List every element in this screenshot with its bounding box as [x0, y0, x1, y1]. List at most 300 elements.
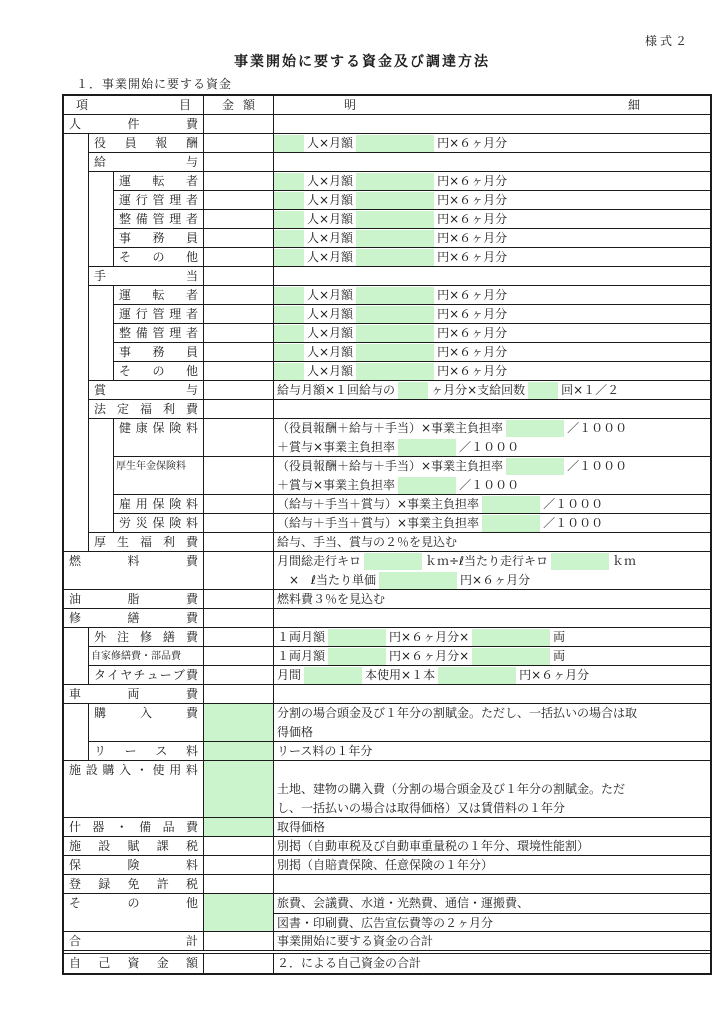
amount-cell	[204, 495, 274, 514]
amount-cell	[204, 628, 274, 647]
detail-text: 円×６ヶ月分	[437, 307, 508, 321]
input-field[interactable]	[482, 496, 540, 513]
item-label: タ イ ヤ チ ュ ー ブ 費	[89, 666, 204, 685]
table-row	[64, 953, 710, 973]
table-row	[64, 704, 710, 742]
amount-cell	[204, 837, 274, 856]
detail-line	[274, 932, 710, 951]
item-label: 労 災 保 険 料	[114, 514, 204, 533]
item-label: 厚 生 福 利 費	[89, 533, 204, 552]
detail-line	[274, 229, 710, 248]
input-field[interactable]	[274, 211, 304, 228]
input-field[interactable]	[356, 287, 434, 304]
detail-text: （役員報酬＋給与＋手当）×事業主負担率	[277, 459, 504, 473]
item-label: 整 備 管 理 者	[114, 324, 204, 343]
detail-line	[274, 894, 710, 913]
amount-cell	[204, 134, 274, 153]
table-row	[64, 267, 710, 286]
detail-text: 取得価格	[277, 820, 326, 834]
amount-cell	[204, 191, 274, 210]
detail-cell	[274, 533, 710, 552]
detail-line	[274, 761, 710, 780]
amount-cell	[204, 875, 274, 894]
section-heading: １．事業開始に要する資金	[76, 77, 233, 91]
table-row	[64, 647, 710, 666]
detail-cell	[274, 818, 710, 837]
detail-cell	[274, 837, 710, 856]
detail-cell	[274, 590, 710, 609]
detail-text: 両	[553, 649, 566, 663]
amount-cell	[204, 419, 274, 457]
detail-line	[274, 799, 710, 818]
indent-spacer	[89, 457, 114, 495]
detail-line	[274, 438, 710, 457]
amount-cell	[204, 324, 274, 343]
detail-cell	[274, 552, 710, 590]
detail-text: ＋賞与×事業主負担率	[277, 478, 396, 492]
item-label: そ の 他	[64, 894, 204, 932]
amount-cell	[204, 457, 274, 495]
detail-cell	[274, 457, 710, 495]
indent-spacer	[64, 514, 89, 533]
amount-cell	[204, 115, 274, 134]
input-field[interactable]	[274, 325, 304, 342]
item-label: 手 当	[89, 267, 204, 286]
input-field[interactable]	[356, 363, 434, 380]
detail-line	[274, 628, 710, 647]
amount-cell	[204, 647, 274, 666]
input-field[interactable]	[472, 629, 550, 646]
detail-line	[274, 780, 710, 799]
indent-spacer	[64, 704, 89, 742]
detail-line	[274, 666, 710, 685]
detail-text: 円×６ヶ月分	[437, 364, 508, 378]
detail-text: ／１０００	[567, 421, 628, 435]
detail-text: 人×月額	[307, 193, 354, 207]
item-label: 事 務 員	[114, 229, 204, 248]
detail-line	[274, 210, 710, 229]
detail-cell	[274, 609, 710, 628]
detail-text: 円×６ヶ月分×	[389, 649, 470, 663]
table-row	[64, 134, 710, 153]
detail-text: 円×６ヶ月分	[437, 136, 508, 150]
table-row	[64, 590, 710, 609]
indent-spacer	[64, 362, 89, 381]
input-field[interactable]	[328, 629, 386, 646]
detail-line	[274, 381, 710, 400]
detail-text: 月間総走行キロ	[277, 554, 362, 568]
detail-line	[274, 913, 710, 932]
detail-cell	[274, 172, 710, 191]
item-label: 厚生年金保険料	[114, 457, 204, 495]
indent-spacer	[64, 210, 89, 229]
amount-cell[interactable]	[204, 818, 274, 837]
detail-line	[274, 305, 710, 324]
item-label: 修 繕 費	[64, 609, 204, 628]
detail-cell	[274, 153, 710, 172]
detail-text: 人×月額	[307, 212, 354, 226]
input-field[interactable]	[274, 135, 304, 152]
indent-spacer	[64, 305, 89, 324]
table-row	[64, 210, 710, 229]
detail-text: ヶ月分×支給回数	[431, 383, 526, 397]
item-label: リ ー ス 料	[89, 742, 204, 761]
amount-cell[interactable]	[204, 704, 274, 742]
table-row	[64, 343, 710, 362]
table-row	[64, 191, 710, 210]
table-row	[64, 761, 710, 818]
detail-line	[274, 571, 710, 590]
indent-spacer	[89, 514, 114, 533]
table-row	[64, 457, 710, 495]
amount-cell[interactable]	[204, 894, 274, 932]
input-field[interactable]	[398, 382, 428, 399]
detail-text: 円×６ヶ月分	[437, 288, 508, 302]
table-row	[64, 172, 710, 191]
input-field[interactable]	[356, 230, 434, 247]
amount-cell	[204, 362, 274, 381]
table-row	[64, 400, 710, 419]
detail-text: ／１０００	[459, 478, 520, 492]
detail-text: 円×６ヶ月分	[437, 250, 508, 264]
table-row	[64, 324, 710, 343]
detail-text: 給与月額×１回給与の	[277, 383, 396, 397]
input-field[interactable]	[438, 667, 516, 684]
indent-spacer	[64, 172, 89, 191]
amount-cell[interactable]	[204, 761, 274, 818]
item-label: 自 己 資 金 額	[64, 954, 204, 973]
table-row	[64, 609, 710, 628]
detail-line	[274, 704, 710, 723]
table-row	[64, 552, 710, 590]
detail-text: 人×月額	[307, 231, 354, 245]
detail-text: ／１０００	[543, 516, 604, 530]
indent-spacer	[89, 229, 114, 248]
indent-spacer	[64, 495, 89, 514]
detail-text: × ℓ当たり単価	[277, 573, 377, 587]
item-label: 賞 与	[89, 381, 204, 400]
input-field[interactable]	[364, 553, 422, 570]
input-field[interactable]	[274, 173, 304, 190]
detail-text: 円×６ヶ月分	[437, 193, 508, 207]
detail-text: 円×６ヶ月分	[437, 231, 508, 245]
table-row	[64, 115, 710, 134]
detail-text: ／１０００	[459, 440, 520, 454]
detail-text: 別掲（自動車税及び自動車重量税の１年分、環境性能割）	[277, 839, 590, 853]
detail-text: 両	[553, 630, 566, 644]
amount-cell	[204, 400, 274, 419]
indent-spacer	[89, 305, 114, 324]
detail-cell	[274, 647, 710, 666]
input-field[interactable]	[398, 477, 456, 494]
detail-line	[274, 856, 710, 875]
indent-spacer	[89, 210, 114, 229]
amount-cell	[204, 514, 274, 533]
item-label: 合 計	[64, 932, 204, 951]
item-label: 給 与	[89, 153, 204, 172]
item-label: 運 行 管 理 者	[114, 305, 204, 324]
detail-line	[274, 419, 710, 438]
detail-line	[274, 818, 710, 837]
item-label: 雇 用 保 険 料	[114, 495, 204, 514]
detail-cell	[274, 514, 710, 533]
input-field[interactable]	[304, 667, 362, 684]
detail-text: 人×月額	[307, 326, 354, 340]
table-row	[64, 495, 710, 514]
detail-line	[274, 286, 710, 305]
detail-cell	[274, 704, 710, 742]
table-row	[64, 628, 710, 647]
detail-cell	[274, 495, 710, 514]
table-row	[64, 419, 710, 457]
detail-text: 人×月額	[307, 136, 354, 150]
table-row	[64, 932, 710, 951]
detail-text: ／１０００	[543, 497, 604, 511]
detail-text: 円×６ヶ月分	[437, 212, 508, 226]
detail-cell	[274, 666, 710, 685]
input-field[interactable]	[472, 648, 550, 665]
detail-text: 人×月額	[307, 174, 354, 188]
item-label: 什 器 ・ 備 品 費	[64, 818, 204, 837]
indent-spacer	[89, 343, 114, 362]
amount-cell	[204, 533, 274, 552]
table-row	[64, 286, 710, 305]
table-row	[64, 381, 710, 400]
indent-spacer	[64, 153, 89, 172]
table-row	[64, 666, 710, 685]
detail-text: リース料の１年分	[277, 744, 373, 758]
table-row	[64, 305, 710, 324]
amount-cell[interactable]	[204, 742, 274, 761]
table-row	[64, 742, 710, 761]
detail-cell	[274, 210, 710, 229]
detail-cell	[274, 324, 710, 343]
detail-cell	[274, 191, 710, 210]
input-field[interactable]	[398, 439, 456, 456]
detail-line	[274, 457, 710, 476]
page-title: 事業開始に要する資金及び調達方法	[234, 54, 490, 70]
amount-cell	[204, 267, 274, 286]
indent-spacer	[64, 324, 89, 343]
input-field[interactable]	[506, 458, 564, 475]
detail-text: 本使用×１本	[365, 668, 436, 682]
item-label: 運 転 者	[114, 172, 204, 191]
detail-line	[274, 742, 710, 761]
detail-text: 事業開始に要する資金の合計	[277, 934, 434, 948]
amount-cell	[204, 932, 274, 951]
indent-spacer	[64, 286, 89, 305]
detail-line	[274, 514, 710, 533]
indent-spacer	[64, 267, 89, 286]
detail-line	[274, 837, 710, 856]
amount-cell	[204, 172, 274, 191]
item-label: 購 入 費	[89, 704, 204, 742]
detail-cell	[274, 229, 710, 248]
amount-cell	[204, 343, 274, 362]
detail-line	[274, 533, 710, 552]
item-label: 燃 料 費	[64, 552, 204, 590]
input-field[interactable]	[356, 173, 434, 190]
input-field[interactable]	[356, 249, 434, 266]
detail-text: 人×月額	[307, 250, 354, 264]
detail-text: 旅費、会議費、水道・光熱費、通信・運搬費、	[277, 896, 530, 910]
detail-cell	[274, 362, 710, 381]
detail-text: 円×６ヶ月分×	[389, 630, 470, 644]
amount-cell	[204, 381, 274, 400]
header-item: 項 目	[64, 96, 204, 115]
detail-cell	[274, 419, 710, 457]
indent-spacer	[64, 742, 89, 761]
detail-text: （給与＋手当＋賞与）×事業主負担率	[277, 516, 480, 530]
detail-cell	[274, 875, 710, 894]
amount-cell	[204, 305, 274, 324]
detail-cell	[274, 115, 710, 134]
detail-cell	[274, 286, 710, 305]
indent-spacer	[64, 533, 89, 552]
detail-text: １両月額	[277, 630, 326, 644]
detail-text: 燃料費３％を見込む	[277, 592, 386, 606]
detail-line	[274, 248, 710, 267]
input-field[interactable]	[274, 306, 304, 323]
input-field[interactable]	[356, 192, 434, 209]
detail-text: 人×月額	[307, 345, 354, 359]
indent-spacer	[64, 666, 89, 685]
indent-spacer	[64, 419, 89, 457]
form-number-label: 様式２	[644, 34, 690, 48]
table-row	[64, 894, 710, 932]
amount-cell	[204, 153, 274, 172]
header-detail: 明 細	[274, 96, 710, 115]
detail-text: し、一括払いの場合は取得価格）又は賃借料の１年分	[277, 801, 566, 815]
item-label: 自家修繕費・部品費	[89, 647, 204, 666]
item-label: 登 録 免 許 税	[64, 875, 204, 894]
amount-cell	[204, 229, 274, 248]
detail-cell	[274, 894, 710, 932]
indent-spacer	[89, 172, 114, 191]
detail-text: ＋賞与×事業主負担率	[277, 440, 396, 454]
amount-cell	[204, 590, 274, 609]
indent-spacer	[89, 362, 114, 381]
detail-cell	[274, 856, 710, 875]
table-row	[64, 837, 710, 856]
indent-spacer	[89, 495, 114, 514]
amount-cell	[204, 248, 274, 267]
detail-cell	[274, 248, 710, 267]
amount-cell	[204, 609, 274, 628]
input-field[interactable]	[274, 344, 304, 361]
item-label: 運 行 管 理 者	[114, 191, 204, 210]
item-label: 事 務 員	[114, 343, 204, 362]
detail-cell	[274, 305, 710, 324]
table-row	[64, 856, 710, 875]
indent-spacer	[64, 381, 89, 400]
item-label: 車 両 費	[64, 685, 204, 704]
item-label: 役 員 報 酬	[89, 134, 204, 153]
detail-cell	[274, 134, 710, 153]
detail-text: 円×６ヶ月分	[519, 668, 590, 682]
input-field[interactable]	[356, 344, 434, 361]
indent-spacer	[64, 191, 89, 210]
input-field[interactable]	[506, 420, 564, 437]
detail-line	[274, 495, 710, 514]
input-field[interactable]	[274, 249, 304, 266]
input-field[interactable]	[356, 211, 434, 228]
funds-table	[62, 94, 712, 975]
table-row	[64, 248, 710, 267]
input-field[interactable]	[528, 382, 558, 399]
item-label: 外 注 修 繕 費	[89, 628, 204, 647]
detail-text: 円×６ヶ月分	[437, 326, 508, 340]
header-amount: 金 額	[204, 96, 274, 115]
detail-text: 給与、手当、賞与の２％を見込む	[277, 535, 458, 549]
detail-text: 円×６ヶ月分	[460, 573, 531, 587]
indent-spacer	[89, 324, 114, 343]
detail-text: （給与＋手当＋賞与）×事業主負担率	[277, 497, 480, 511]
item-label: 法 定 福 利 費	[89, 400, 204, 419]
input-field[interactable]	[356, 306, 434, 323]
detail-text: 土地、建物の購入費（分割の場合頭金及び１年分の割賦金。ただ	[277, 782, 626, 796]
input-field[interactable]	[274, 363, 304, 380]
table-row	[64, 229, 710, 248]
indent-spacer	[64, 248, 89, 267]
detail-text: １両月額	[277, 649, 326, 663]
header-row	[64, 96, 710, 115]
amount-cell	[204, 685, 274, 704]
detail-line	[274, 324, 710, 343]
detail-text: 分割の場合頭金及び１年分の割賦金。ただし、一括払いの場合は取	[277, 706, 638, 720]
detail-line	[274, 476, 710, 495]
table-row	[64, 514, 710, 533]
detail-line	[274, 647, 710, 666]
input-field[interactable]	[274, 192, 304, 209]
detail-cell	[274, 761, 710, 818]
detail-line	[274, 954, 710, 973]
input-field[interactable]	[356, 325, 434, 342]
table-row	[64, 362, 710, 381]
detail-text: ｋｍ÷ℓ当たり走行キロ	[425, 554, 549, 568]
detail-line	[274, 590, 710, 609]
detail-line	[274, 362, 710, 381]
item-label: 整 備 管 理 者	[114, 210, 204, 229]
amount-cell	[204, 552, 274, 590]
detail-text: ／１０００	[567, 459, 628, 473]
indent-spacer	[89, 191, 114, 210]
item-label: 人 件 費	[64, 115, 204, 134]
input-field[interactable]	[356, 135, 434, 152]
item-label: 保 険 料	[64, 856, 204, 875]
item-label: そ の 他	[114, 248, 204, 267]
input-field[interactable]	[274, 287, 304, 304]
input-field[interactable]	[482, 515, 540, 532]
input-field[interactable]	[379, 572, 457, 589]
detail-line	[274, 723, 710, 742]
input-field[interactable]	[551, 553, 609, 570]
input-field[interactable]	[328, 648, 386, 665]
indent-spacer	[64, 343, 89, 362]
detail-text: 得価格	[277, 725, 314, 739]
indent-spacer	[64, 400, 89, 419]
input-field[interactable]	[274, 230, 304, 247]
detail-text: 円×６ヶ月分	[437, 174, 508, 188]
detail-cell	[274, 932, 710, 951]
indent-spacer	[64, 628, 89, 647]
indent-spacer	[89, 419, 114, 457]
detail-text: 回×１／２	[561, 383, 620, 397]
detail-cell	[274, 954, 710, 973]
item-label: 施 設 賦 課 税	[64, 837, 204, 856]
detail-cell	[274, 343, 710, 362]
detail-line	[274, 191, 710, 210]
